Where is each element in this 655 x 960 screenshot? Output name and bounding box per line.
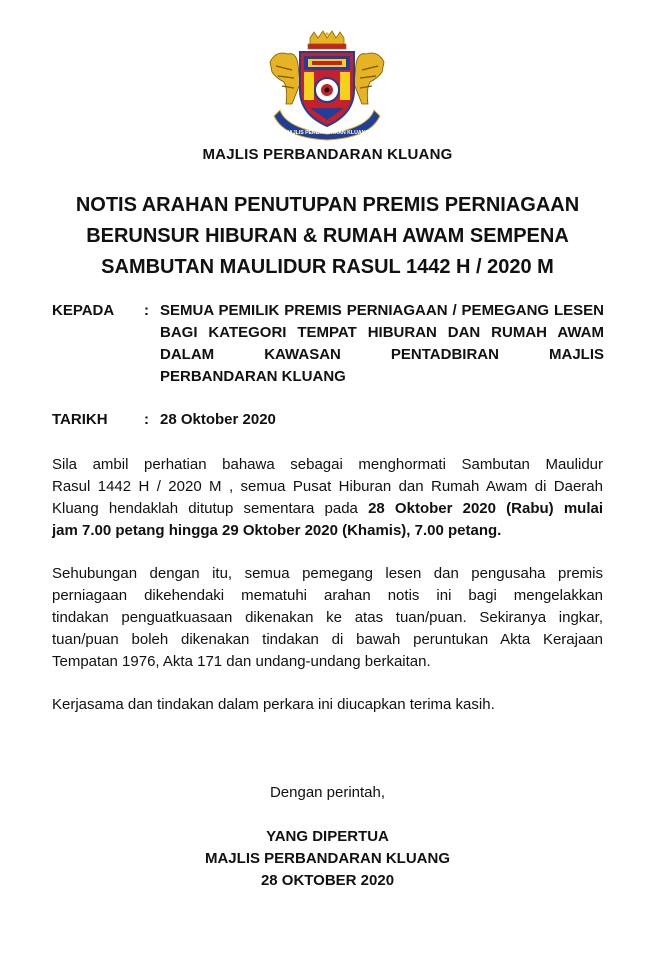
signoff-order: Dengan perintah,	[269, 784, 386, 801]
crest-ribbon-text: MAJLIS PERBANDARAN KLUANG	[284, 130, 370, 136]
paragraph-line	[52, 498, 603, 520]
council-crest-icon	[262, 30, 392, 142]
signoff-date: 28 OKTOBER 2020	[260, 872, 395, 889]
tarikh-colon: :	[144, 411, 149, 428]
paragraph-line: Tempatan 1976, Akta 171 dan undang-undang berkaitan.	[52, 653, 431, 670]
paragraph-line: Rasul 1442 H / 2020 M , semua Pusat Hiburan dan Rumah Awam di Daerah	[52, 478, 603, 495]
recipient-line: SEMUA PEMILIK PREMIS PERNIAGAAN / PEMEGANG LESEN	[160, 302, 604, 319]
paragraph-line: tuan/puan boleh dikenakan tindakan di bawah peruntukan Akta Kerajaan	[52, 631, 603, 648]
recipient-text	[160, 300, 604, 388]
paragraph-closure-notice	[52, 454, 603, 542]
paragraph-compliance	[52, 563, 603, 673]
tarikh-value: 28 Oktober 2020	[160, 411, 276, 428]
paragraph-line: tindakan penguatkuasaan dikenakan ke atas tuan/puan. Sekiranya ingkar,	[52, 609, 603, 626]
paragraph-line: Sehubungan dengan itu, semua pemegang lesen dan pengusaha premis	[52, 565, 603, 582]
recipient-line: PERBANDARAN KLUANG	[160, 368, 346, 385]
signoff-organisation: MAJLIS PERBANDARAN KLUANG	[204, 850, 450, 867]
paragraph-text: Kluang hendaklah ditutup sementara pada	[52, 500, 369, 517]
paragraph-line: perniagaan dikehendaki mematuhi arahan notis ini bagi mengelakkan	[52, 587, 603, 604]
notice-title	[40, 190, 615, 283]
council-name: MAJLIS PERBANDARAN KLUANG	[202, 146, 453, 163]
closure-dates-bold: 28 Oktober 2020 (Rabu) mulai	[368, 500, 603, 517]
recipient-line: BAGI KATEGORI TEMPAT HIBURAN DAN RUMAH AWAM	[160, 324, 604, 341]
signoff-position: YANG DIPERTUA	[266, 828, 389, 845]
paragraph-line: Kerjasama dan tindakan dalam perkara ini diucapkan terima kasih.	[52, 696, 495, 713]
recipient-line: DALAM KAWASAN PENTADBIRAN MAJLIS	[160, 346, 604, 363]
kepada-colon: :	[144, 302, 149, 319]
title-line: BERUNSUR HIBURAN & RUMAH AWAM SEMPENA	[86, 225, 569, 247]
title-line: NOTIS ARAHAN PENUTUPAN PREMIS PERNIAGAAN	[75, 194, 580, 216]
title-line: SAMBUTAN MAULIDUR RASUL 1442 H / 2020 M	[101, 256, 554, 278]
closure-time-bold: jam 7.00 petang hingga 29 Oktober 2020 (Khamis), 7.00 petang.	[52, 522, 502, 539]
tarikh-label: TARIKH	[52, 411, 108, 428]
paragraph-line: Sila ambil perhatian bahawa sebagai menghormati Sambutan Maulidur	[52, 456, 603, 473]
kepada-label: KEPADA	[52, 302, 115, 319]
paragraph-thanks	[52, 694, 603, 716]
